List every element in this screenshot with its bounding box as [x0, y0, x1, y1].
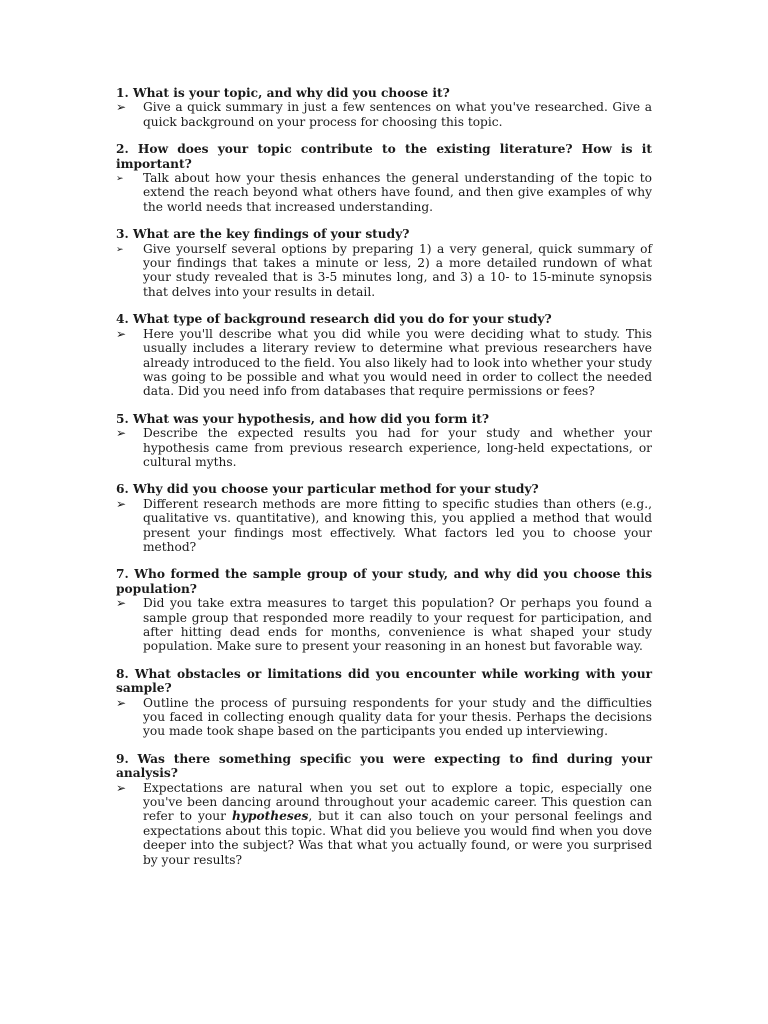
- question-6: [116, 482, 652, 554]
- answer-text: Did you take extra measures to target this population? Or perhaps you found a sample group that responded more readily to your request for participation, and after hitting dead ends for months, convenience is what shaped your study population. Make sure to present your reasoning in an honest but favorable way.: [143, 596, 652, 654]
- question-2: [116, 142, 652, 214]
- question-heading: 7. Who formed the sample group of your study, and why did you choose this population?: [116, 567, 652, 596]
- thin-arrowhead-bullet-icon: ➢: [116, 244, 124, 255]
- question-1: [116, 86, 652, 129]
- answer-item: [116, 696, 652, 739]
- arrowhead-bullet-icon: ➢: [116, 100, 127, 115]
- arrowhead-bullet-icon: ➢: [116, 326, 127, 341]
- question-heading: 4. What type of background research did you do for your study?: [116, 312, 552, 327]
- answer-text: Here you'll describe what you did while you were deciding what to study. This usually includes a literary review to determine what previous researchers have already introduced to the field. You also likely had to look into whether your study was going to be possible and what you would need in order to collect the needed data. Did you need info from databases that require permissions or fees?: [143, 326, 652, 399]
- question-heading: 6. Why did you choose your particular method for your study?: [116, 482, 539, 497]
- answer-item: [116, 596, 652, 654]
- answer-text: Give a quick summary in just a few sentences on what you've researched. Give a quick background on your process for choosing this topic.: [143, 100, 652, 129]
- answer-item: [116, 426, 652, 469]
- answer-text: Describe the expected results you had for your study and whether your hypothesis came from previous research experience, long-held expectations, or cultural myths.: [143, 426, 652, 469]
- question-heading: 1. What is your topic, and why did you choose it?: [116, 86, 450, 100]
- question-7: [116, 567, 652, 653]
- question-9: [116, 752, 652, 867]
- answer-text: Outline the process of pursuing respondents for your study and the difficulties you faced in collecting enough quality data for your thesis. Perhaps the decisions you made took shape based on the participants you ended up interviewing.: [143, 695, 652, 739]
- question-heading: 8. What obstacles or limitations did you encounter while working with your sample?: [116, 666, 652, 696]
- answer-text-after: , but it can also touch on your personal feelings and expectations about this topic. What did you believe you would find when you dove deeper into the subject? Was that what you actually found, or were you surprised by your results?: [143, 809, 653, 867]
- question-5: [116, 412, 652, 470]
- arrowhead-bullet-icon: ➢: [116, 426, 127, 441]
- arrowhead-bullet-icon: ➢: [116, 596, 127, 611]
- answer-text: Talk about how your thesis enhances the general understanding of the topic to extend the reach beyond what others have found, and then give examples of why the world needs that increased understanding.: [143, 171, 652, 214]
- arrowhead-bullet-icon: ➢: [116, 695, 127, 710]
- thin-arrowhead-bullet-icon: ➢: [116, 174, 124, 185]
- answer-item: [116, 327, 652, 399]
- answer-item: [116, 781, 652, 867]
- answer-item: [116, 497, 652, 555]
- question-8: [116, 667, 652, 739]
- emphasized-term: hypotheses: [232, 809, 309, 824]
- answer-text: Different research methods are more fitting to specific studies than others (e.g., qualitative vs. quantitative), and knowing this, you applied a method that would present your findings most effectively. What factors led you to choose your method?: [143, 496, 652, 554]
- question-heading: 5. What was your hypothesis, and how did you form it?: [116, 411, 489, 426]
- question-heading: 2. How does your topic contribute to the existing literature? How is it important?: [116, 142, 652, 171]
- answer-text: [143, 781, 652, 867]
- answer-text: Give yourself several options by preparing 1) a very general, quick summary of your findings that takes a minute or less, 2) a more detailed rundown of what your study revealed that is 3-5 minutes long, and 3) a 10- to 15-minute synopsis that delves into your results in detail.: [143, 241, 652, 299]
- question-heading: 9. Was there something specific you were expecting to find during your analysis?: [116, 751, 652, 781]
- arrowhead-bullet-icon: ➢: [116, 496, 127, 511]
- arrowhead-bullet-icon: ➢: [116, 780, 127, 795]
- question-4: [116, 312, 652, 398]
- question-3: [116, 227, 652, 299]
- answer-text-before: Expectations are natural when you set out to explore a topic, especially one you've been dancing around throughout your academic career. This question can refer to your: [143, 780, 652, 824]
- question-heading: 3. What are the key findings of your study?: [116, 227, 410, 242]
- answer-item: [116, 171, 652, 214]
- answer-item: [116, 242, 652, 300]
- answer-item: [116, 100, 652, 129]
